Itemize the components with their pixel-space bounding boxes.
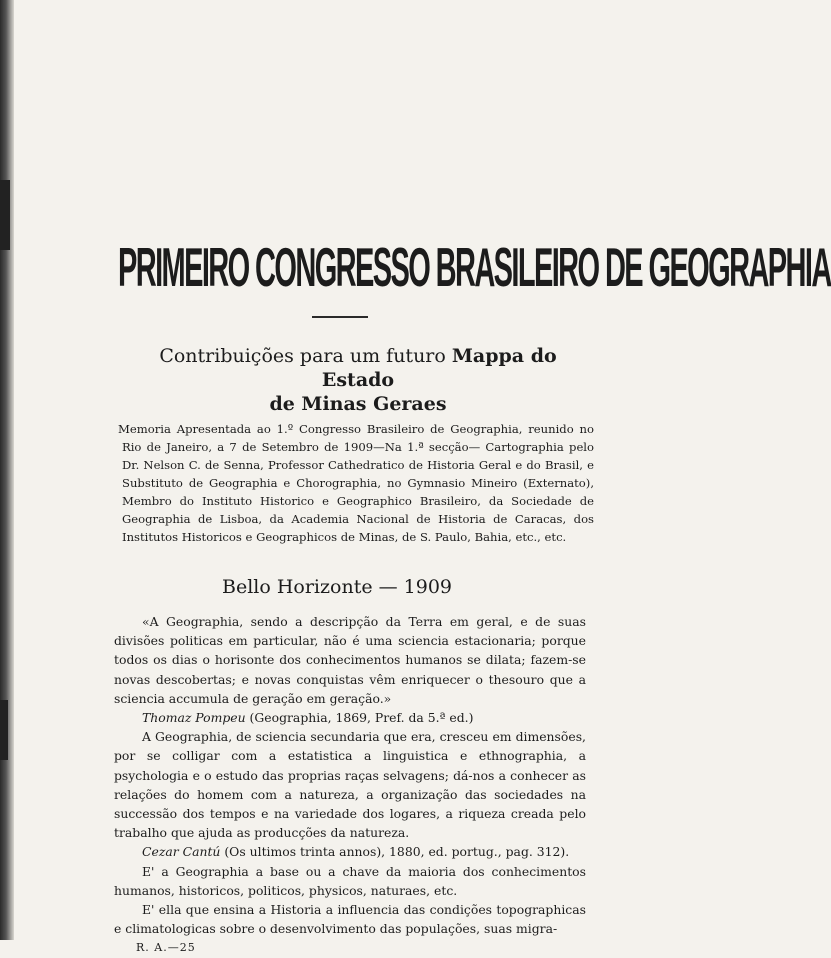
subtitle-plain: Contribuições para um futuro (159, 345, 452, 367)
citation-1-ref: (Geographia, 1869, Pref. da 5.ª ed.) (245, 710, 474, 726)
quote-paragraph: «A Geographia, sendo a descripção da Terra em geral, e de suas divisões politicas em particular, não é uma sciencia estacionaria; porque todos os dias o horisonte dos conhecimentos humanos se dilata; fazem-se novas descobertas; e novas conquistas vêm enriquecer o thesouro que a sciencia accumula de geração em geração.» (114, 614, 586, 706)
binding-mark (0, 700, 8, 760)
paragraph-3: E' a Geographia a base ou a chave da maioria dos conhecimentos humanos, historicos, politicos, physicos, naturaes, etc. (114, 863, 586, 898)
body-text (114, 612, 586, 958)
citation-2-ref: (Os ultimos trinta annos), 1880, ed. portug., pag. 312). (220, 844, 570, 860)
subtitle-bold-2: de Minas Geraes (269, 393, 447, 415)
main-title: PRIMEIRO CONGRESSO BRASILEIRO DE GEOGRAPHIA (118, 238, 831, 300)
subtitle-bold-1: Mappa do Estado (321, 345, 557, 391)
binding-mark (0, 180, 10, 250)
citation-1-author: Thomaz Pompeu (142, 710, 246, 726)
citation-2 (114, 842, 586, 861)
paragraph-4: E' ella que ensina a Historia a influencia das condições topographicas e climatologicas sobre o desenvolvimento das populações, suas migra- (114, 902, 586, 937)
citation-1 (114, 708, 586, 727)
paragraph-2: A Geographia, de sciencia secundaria que era, cresceu em dimensões, por se colligar com a estatistica a linguistica e ethnographia, a psychologia e o estudo das proprias raças selvagens; dá-nos a conhecer as relações do homem com a natureza, a organização das sociedades na successão dos tempos e na variedade dos logares, a riqueza creada pelo trabalho que ajuda as producções da natureza. (114, 729, 586, 841)
citation-2-author: Cezar Cantú (142, 844, 221, 860)
signature-mark: R. A.—25 (136, 941, 196, 955)
place-date: Bello Horizonte — 1909 (222, 576, 453, 598)
memoria-note: Memoria Apresentada ao 1.º Congresso Brasileiro de Geographia, reunido no Rio de Janeiro, a 7 de Setembro de 1909—Na 1.ª secção— Cartographia pelo Dr. Nelson C. de Senna, Professor Cathedratico de Historia Geral e do Brasil, e Substituto de Geographia e Chorographia, no Gymnasio Mineiro (Externato), Membro do Instituto Historico e Geographico Brasileiro, da Sociedade de Geographia de Lisboa, da Academia Nacional de Historia de Caracas, dos Institutos Historicos e Geographicos de Minas, de S. Paulo, Bahia, etc., etc. (118, 422, 594, 544)
page-binding-edge (0, 0, 14, 940)
title-rule (312, 316, 368, 318)
subtitle (138, 344, 578, 416)
